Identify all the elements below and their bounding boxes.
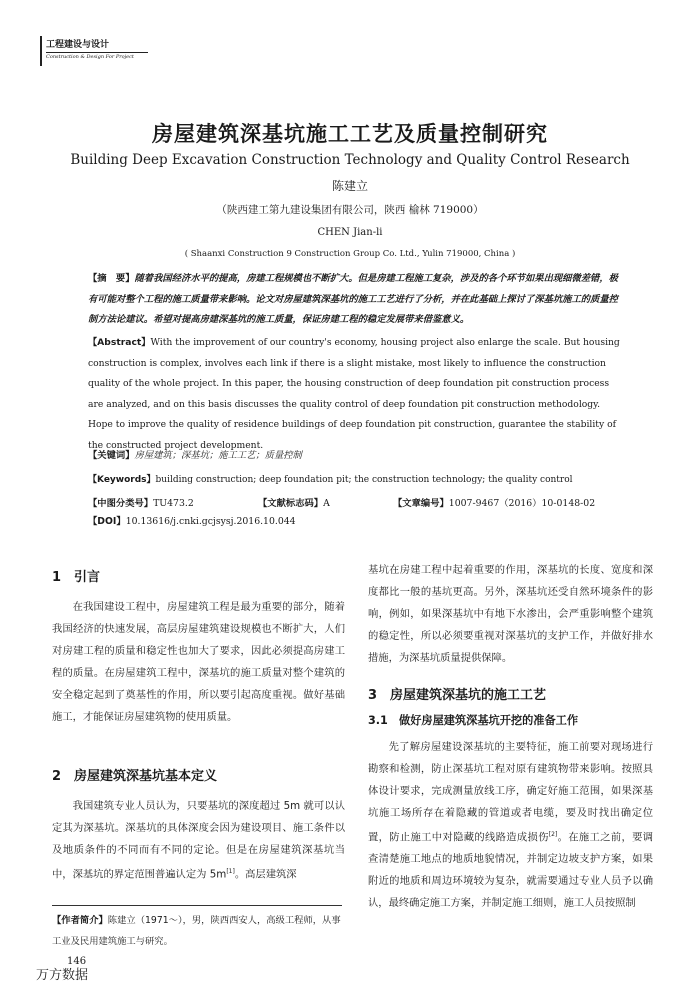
section-1-paragraph: 在我国建设工程中，房屋建筑工程是最为重要的部分，随着我国经济的快速发展，高层房屋建筑建设规模也不断扩大，人们对房建工程的质量和稳定性也加大了要求，因此必须提高房建工程的质量。在房屋建筑工程中，深基坑的施工质量对整个建筑的安全稳定起到了奠基性的作用，所以要引起高度重视。做好基础施工，才能保证房屋建筑物的使用质量。 bbox=[52, 601, 345, 723]
classification-row bbox=[88, 495, 622, 509]
abstract-cn bbox=[88, 269, 622, 331]
abstract-text-en: With the improvement of our country's economy, housing project also enlarge the scale. But housing construction is complex, involves each link if there is a slight mistake, most likely to influence the construction quality of the whole project. In this paper, the housing construction of deep foundation pit construction process are analyzed, and on this basis discusses the quality control of deep foundation pit construction methodology. Hope to improve the quality of residence buildings of deep foundation pit construction, guarantee the stability of the constructed project development. bbox=[88, 337, 620, 451]
author-bio-footnote: 【作者简介】陈建立（1971～），男，陕西西安人，高级工程师，从事工业及民用建筑施工与研究。 bbox=[52, 915, 341, 947]
journal-name-cn: 工程建设与设计 bbox=[46, 40, 110, 50]
section-3-1-heading: 3.1 做好房屋建筑深基坑开挖的准备工作 bbox=[368, 714, 579, 727]
keywords-en bbox=[88, 473, 622, 487]
section-2-heading: 2 房屋建筑深基坑基本定义 bbox=[52, 769, 218, 784]
journal-name-en: Construction & Design For Project bbox=[46, 54, 134, 60]
affiliation-cn: （陕西建工第九建设集团有限公司，陕西 榆林 719000） bbox=[216, 204, 484, 216]
section-3-1-body bbox=[368, 736, 653, 914]
header-rule-horizontal bbox=[46, 52, 148, 53]
right-column-continuation bbox=[368, 559, 653, 669]
paper-title-en: Building Deep Excavation Construction Technology and Quality Control Research bbox=[70, 152, 630, 168]
page-number: 146 bbox=[67, 956, 87, 967]
document-code: 【文献标志码】A bbox=[258, 498, 330, 509]
affiliation-en: ( Shaanxi Construction 9 Construction Group Co. Ltd., Yulin 719000, China ) bbox=[184, 249, 516, 259]
section-1-heading: 1 引言 bbox=[52, 570, 101, 585]
section-3-1-paragraph: 先了解房屋建设深基坑的主要特征，施工前要对现场进行勘察和检测，防止深基坑工程对原有建筑物带来影响。按照具体设计要求，完成测量放线工序，确定好施工范围，如果深基坑施工场所存在着隐藏的管道或者电缆，要及时找出确定位置，防止施工中对隐藏的线路造成损伤[2]。在施工之前，要调查清楚施工地点的地质地貌情况，并制定边坡支护方案，如果附近的地质和周边环境较为复杂，就需要通过专业人员予以确认，最终确定施工方案，并制定施工细则，施工人员按照制 bbox=[368, 741, 654, 910]
author-en: CHEN Jian-li bbox=[317, 227, 383, 238]
section-3-heading: 3 房屋建筑深基坑的施工工艺 bbox=[368, 688, 547, 703]
wanfang-watermark: 万方数据 bbox=[36, 968, 89, 983]
header-rule-vertical bbox=[40, 36, 42, 66]
abstract-en bbox=[88, 333, 622, 456]
doi: 【DOI】10.13616/j.cnki.gcjsysj.2016.10.044 bbox=[88, 516, 296, 527]
section-2-body bbox=[52, 795, 345, 885]
section-2-continuation-paragraph: 基坑在房建工程中起着重要的作用，深基坑的长度、宽度和深度都比一般的基坑更高。另外，深基坑还受自然环境条件的影响，例如，如果深基坑中有地下水渗出，会严重影响整个建筑的稳定性，所以必须要重视对深基坑的支护工作，并做好排水措施，为深基坑质量提供保障。 bbox=[368, 564, 653, 664]
author-cn: 陈建立 bbox=[331, 179, 368, 193]
paper-title-cn: 房屋建筑深基坑施工工艺及质量控制研究 bbox=[152, 122, 548, 146]
citation-1: [1] bbox=[226, 868, 235, 875]
abstract-label-cn: 【摘 要】 bbox=[88, 273, 135, 284]
section-1-body bbox=[52, 596, 345, 728]
citation-2: [2] bbox=[548, 831, 558, 838]
abstract-label-en: 【Abstract】 bbox=[88, 337, 151, 348]
keywords-text-en: building construction; deep foundation pit; the construction technology; the quality control bbox=[155, 475, 573, 485]
clc-code: 【中图分类号】TU473.2 bbox=[88, 498, 194, 509]
keywords-label-en: 【Keywords】 bbox=[88, 475, 156, 485]
keywords-text-cn: 房屋建筑；深基坑；施工工艺；质量控制 bbox=[134, 450, 302, 461]
article-number: 【文章编号】1007-9467（2016）10-0148-02 bbox=[393, 498, 596, 509]
section-2-paragraph: 我国建筑专业人员认为，只要基坑的深度超过 5m 就可以认定其为深基坑。深基坑的具体深度会因为建设项目、施工条件以及地质条件的不同而有不同的定论。但是在房屋建筑深基坑当中，深基坑的界定范围普遍认定为 5m[1]。高层建筑深 bbox=[52, 800, 345, 881]
keywords-cn bbox=[88, 449, 622, 463]
footnote-rule bbox=[52, 905, 342, 906]
abstract-text-cn: 随着我国经济水平的提高，房建工程规模也不断扩大。但是房建工程施工复杂，涉及的各个环节如果出现细微差错，极有可能对整个工程的施工质量带来影响。论文对房屋建筑深基坑的施工工艺进行了分析，并在此基础上探讨了深基坑施工的质量控制方法论建议。希望对提高房建深基坑的施工质量，保证房建工程的稳定发展带来借鉴意义。 bbox=[88, 273, 618, 325]
keywords-label-cn: 【关键词】 bbox=[88, 450, 135, 461]
